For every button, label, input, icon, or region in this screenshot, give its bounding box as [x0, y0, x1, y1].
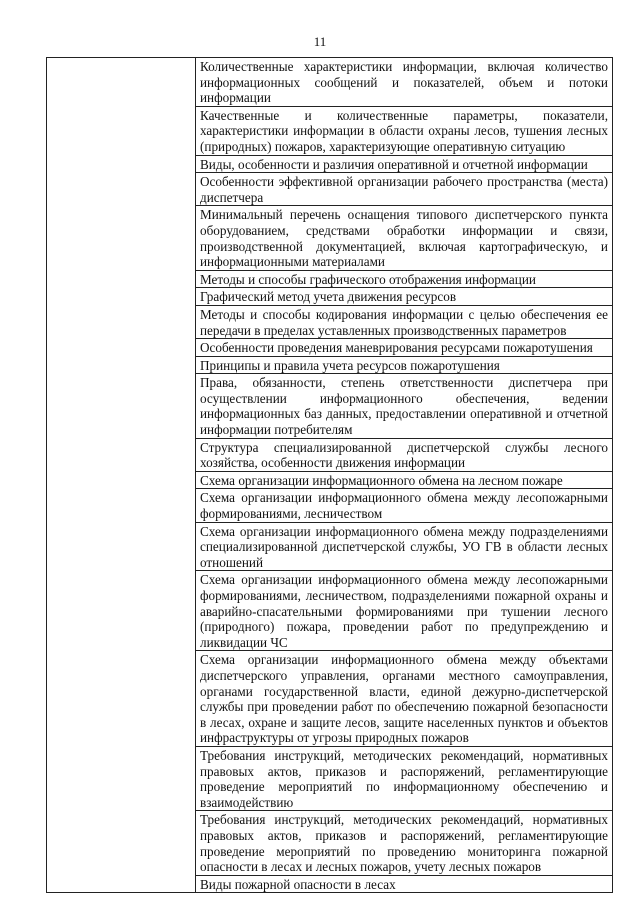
knowledge-item: Права, обязанности, степень ответственности диспетчера при осуществлении информационного обеспечения, ведении информационных баз данных, предоставлении оперативной и отчетной информации потребителям — [196, 374, 613, 438]
page-number: 11 — [313, 34, 327, 49]
knowledge-item: Виды пожарной опасности в лесах — [196, 875, 613, 893]
knowledge-table — [46, 57, 613, 893]
knowledge-item: Особенности эффективной организации рабочего пространства (места) диспетчера — [196, 173, 613, 206]
empty-left-cell — [47, 58, 196, 893]
knowledge-item: Требования инструкций, методических рекомендаций, нормативных правовых актов, приказов и распоряжений, регламентирующие проведение мероприятий по проведению мониторинга пожарной опасности в лесах и лесных пожаров, учету лесных пожаров — [196, 811, 613, 875]
knowledge-item: Особенности проведения маневрирования ресурсами пожаротушения — [196, 339, 613, 357]
knowledge-item: Количественные характеристики информации, включая количество информационных сообщений и показателей, объем и потоки информации — [196, 58, 613, 107]
table-body — [47, 58, 613, 893]
knowledge-item: Схема организации информационного обмена между объектами диспетчерского управления, органами местного самоуправления, органами государственной власти, единой дежурно-диспетчерской службы при проведении работ по обеспечению пожарной безопасности в лесах, охране и защите лесов, защите населенных пунктов и объектов инфраструктуры от угрозы природных пожаров — [196, 651, 613, 747]
knowledge-item: Схема организации информационного обмена на лесном пожаре — [196, 471, 613, 489]
knowledge-item: Минимальный перечень оснащения типового диспетчерского пункта оборудованием, средствами обработки информации и связи, производственной документацией, включая картографическую, и информационными материалами — [196, 206, 613, 270]
table-row — [47, 58, 613, 107]
knowledge-item: Схема организации информационного обмена между подразделениями специализированной диспетчерской службы, УО ГВ в области лесных отношений — [196, 522, 613, 571]
knowledge-item: Схема организации информационного обмена между лесопожарными формированиями, лесничеством, подразделениями пожарной охраны и аварийно-спасательными формированиями при тушении лесного (природного) пожара, проведении работ по предупреждению и ликвидации ЧС — [196, 571, 613, 651]
knowledge-item: Графический метод учета движения ресурсов — [196, 288, 613, 306]
knowledge-item: Виды, особенности и различия оперативной и отчетной информации — [196, 155, 613, 173]
knowledge-item: Качественные и количественные параметры, показатели, характеристики информации в области охраны лесов, тушения лесных (природных) пожаров, характеризующие оперативную ситуацию — [196, 106, 613, 155]
knowledge-item: Методы и способы графического отображения информации — [196, 270, 613, 288]
knowledge-item: Схема организации информационного обмена между лесопожарными формированиями, лесничеством — [196, 489, 613, 522]
knowledge-item: Требования инструкций, методических рекомендаций, нормативных правовых актов, приказов и распоряжений, регламентирующие проведение мероприятий по информационному обеспечению и взаимодействию — [196, 746, 613, 810]
knowledge-item: Структура специализированной диспетчерской службы лесного хозяйства, особенности движения информации — [196, 438, 613, 471]
knowledge-item: Методы и способы кодирования информации с целью обеспечения ее передачи в пределах уставленных производственных параметров — [196, 305, 613, 338]
knowledge-item: Принципы и правила учета ресурсов пожаротушения — [196, 356, 613, 374]
